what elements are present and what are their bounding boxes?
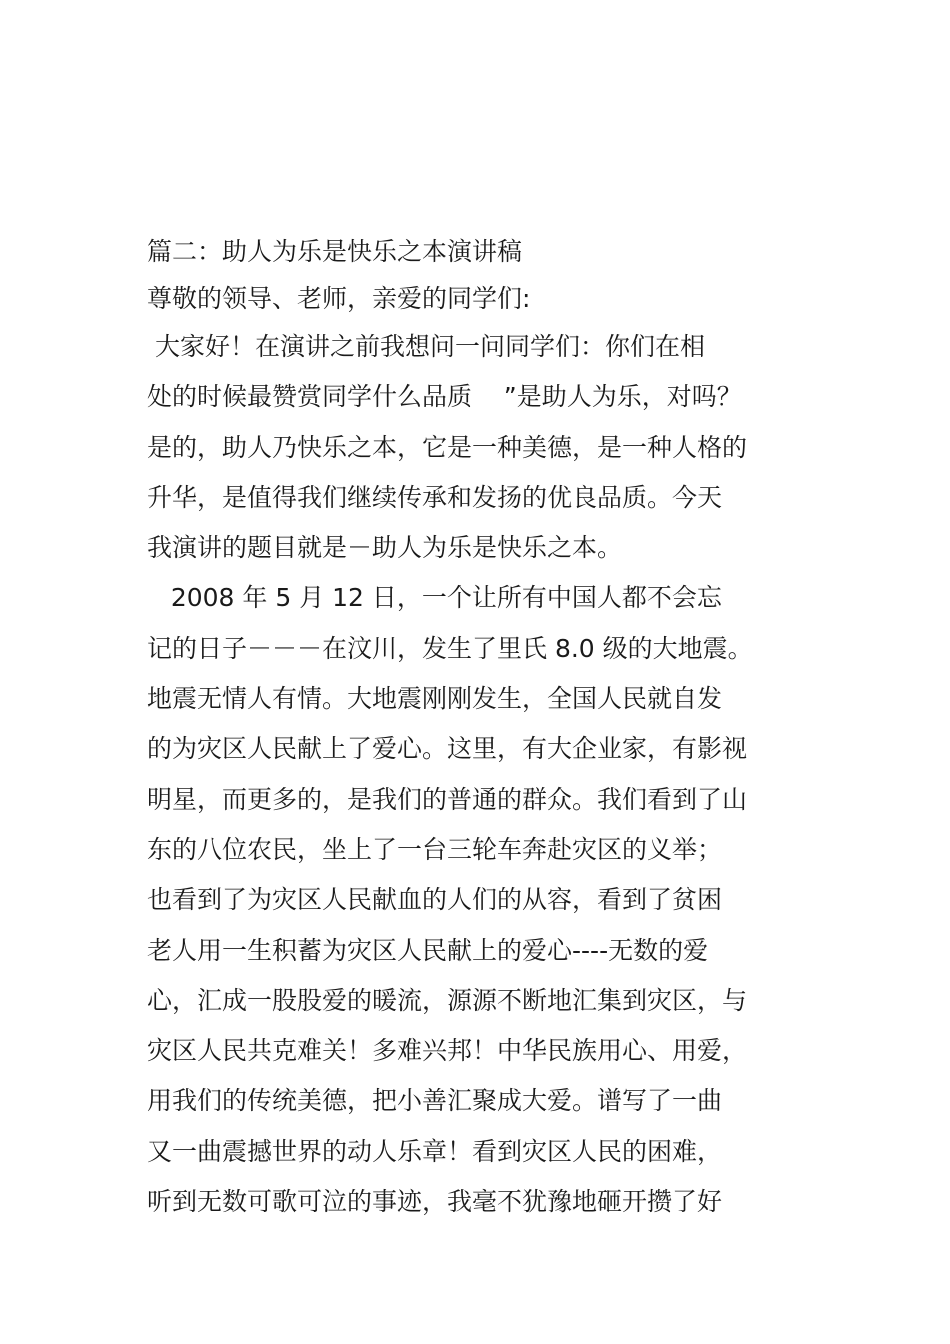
body-line: 心，汇成一股股爱的暖流，源源不断地汇集到灾区，与: [147, 985, 748, 1015]
body-line: 升华，是值得我们继续传承和发扬的优良品质。今天: [147, 482, 723, 512]
body-line: 又一曲震撼世界的动人乐章！看到灾区人民的困难，: [147, 1136, 723, 1166]
document-heading: 篇二：助人为乐是快乐之本演讲稿: [147, 237, 523, 266]
body-line: 明星，而更多的，是我们的普通的群众。我们看到了山: [147, 784, 748, 814]
body-line: 2008 年 5 月 12 日，一个让所有中国人都不会忘: [147, 583, 722, 613]
body-line: 我演讲的题目就是－助人为乐是快乐之本。: [147, 533, 623, 563]
speech-text: [147, 228, 847, 1227]
body-line: 用我们的传统美德，把小善汇聚成大爱。谱写了一曲: [147, 1086, 723, 1116]
body-line: 是的，助人乃快乐之本，它是一种美德，是一种人格的: [147, 432, 748, 462]
body-line: 灾区人民共克难关！多难兴邦！中华民族用心、用爱，: [147, 1036, 748, 1066]
body-line: 也看到了为灾区人民献血的人们的从容，看到了贫困: [147, 885, 723, 915]
body-line: 的为灾区人民献上了爱心。这里，有大企业家，有影视: [147, 734, 748, 764]
body-line: 处的时候最赞赏同学什么品质 ”是助人为乐，对吗？: [147, 382, 742, 412]
body-line: 老人用一生积蓄为灾区人民献上的爱心----无数的爱: [147, 935, 709, 965]
body-line: 记的日子－－－在汶川，发生了里氏 8.0 级的大地震。: [147, 633, 753, 663]
body-line: 大家好！在演讲之前我想问一问同学们：你们在相: [147, 332, 705, 361]
body-line: 东的八位农民，坐上了一台三轮车奔赴灾区的义举；: [147, 834, 723, 864]
salutation: 尊敬的领导、老师，亲爱的同学们:: [147, 284, 531, 313]
body-line: 听到无数可歌可泣的事迹，我毫不犹豫地砸开攒了好: [147, 1187, 723, 1217]
body-line: 地震无情人有情。大地震刚刚发生，全国人民就自发: [147, 684, 723, 714]
